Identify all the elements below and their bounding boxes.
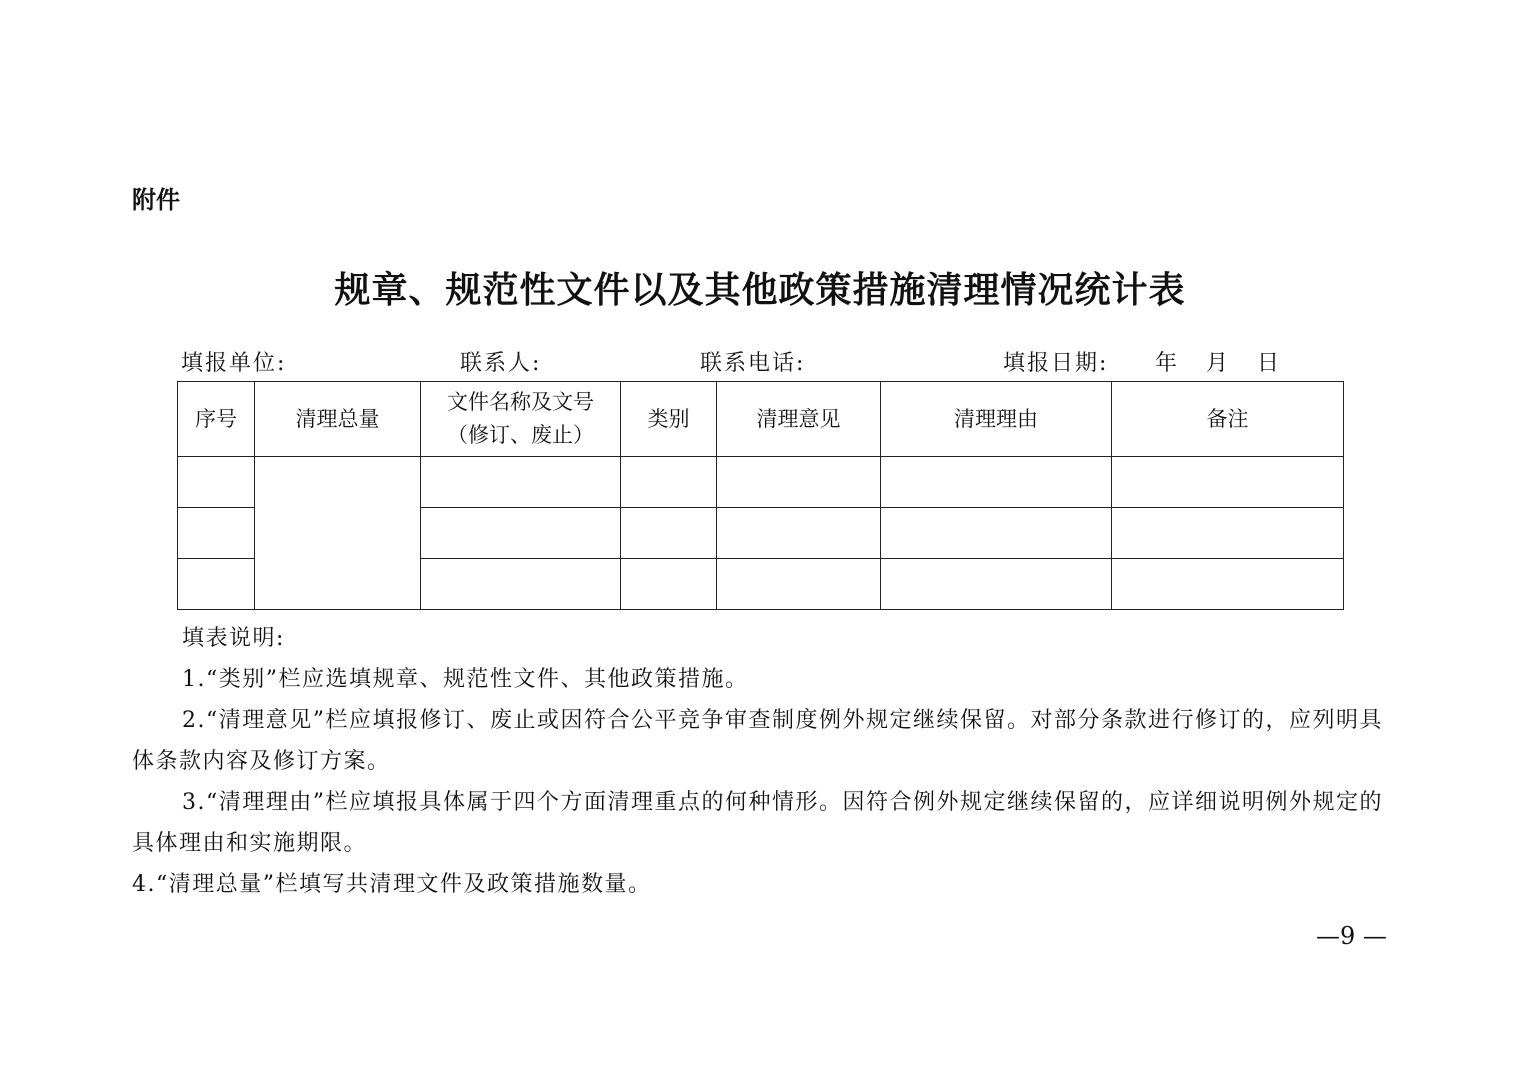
cell-remark[interactable] — [1112, 457, 1344, 508]
cell-category[interactable] — [621, 559, 717, 610]
note-1: 1.“类别”栏应选填规章、规范性文件、其他政策措施。 — [182, 667, 749, 692]
note-2: 2.“清理意见”栏应填报修订、废止或因符合公平竞争审查制度例外规定继续保留。对部分条款进行修订的，应列明具体条款内容及修订方案。 — [132, 708, 1383, 774]
header-doc-line2: （修订、废止） — [447, 423, 594, 447]
header-remark: 备注 — [1112, 382, 1344, 457]
cell-remark[interactable] — [1112, 559, 1344, 610]
cell-seq[interactable] — [178, 559, 255, 610]
cell-reason[interactable] — [881, 559, 1112, 610]
cell-seq[interactable] — [178, 508, 255, 559]
cell-total[interactable] — [255, 457, 421, 610]
table-row — [178, 457, 1344, 508]
header-reason: 清理理由 — [881, 382, 1112, 457]
unit-label: 填报单位: — [181, 351, 287, 376]
phone-label: 联系电话: — [700, 351, 806, 376]
date-fields: 年 月 日 — [1155, 351, 1281, 376]
page-title: 规章、规范性文件以及其他政策措施清理情况统计表 — [334, 269, 1186, 311]
cell-opinion[interactable] — [717, 457, 881, 508]
cell-seq[interactable] — [178, 457, 255, 508]
header-category: 类别 — [621, 382, 717, 457]
note-4: 4.“清理总量”栏填写共清理文件及政策措施数量。 — [132, 872, 652, 897]
cell-opinion[interactable] — [717, 559, 881, 610]
header-total: 清理总量 — [255, 382, 421, 457]
cell-reason[interactable] — [881, 457, 1112, 508]
header-doc-name — [421, 382, 621, 457]
page-number: —9 — — [1316, 922, 1387, 950]
header-seq: 序号 — [178, 382, 255, 457]
cell-opinion[interactable] — [717, 508, 881, 559]
cell-category[interactable] — [621, 508, 717, 559]
cell-category[interactable] — [621, 457, 717, 508]
attachment-label: 附件 — [132, 186, 180, 214]
statistics-table — [177, 381, 1344, 610]
header-doc-line1: 文件名称及文号 — [447, 390, 594, 415]
notes-heading: 填表说明: — [182, 626, 285, 651]
table-header-row — [178, 382, 1344, 457]
contact-label: 联系人: — [460, 351, 542, 376]
header-opinion: 清理意见 — [717, 382, 881, 457]
note-3: 3.“清理理由”栏应填报具体属于四个方面清理重点的何种情形。因符合例外规定继续保留的，应详细说明例外规定的具体理由和实施期限。 — [132, 790, 1383, 856]
cell-reason[interactable] — [881, 508, 1112, 559]
date-label: 填报日期: — [1003, 351, 1109, 376]
cell-doc-name[interactable] — [421, 559, 621, 610]
cell-doc-name[interactable] — [421, 508, 621, 559]
cell-doc-name[interactable] — [421, 457, 621, 508]
filling-notes — [132, 618, 1390, 905]
cell-remark[interactable] — [1112, 508, 1344, 559]
